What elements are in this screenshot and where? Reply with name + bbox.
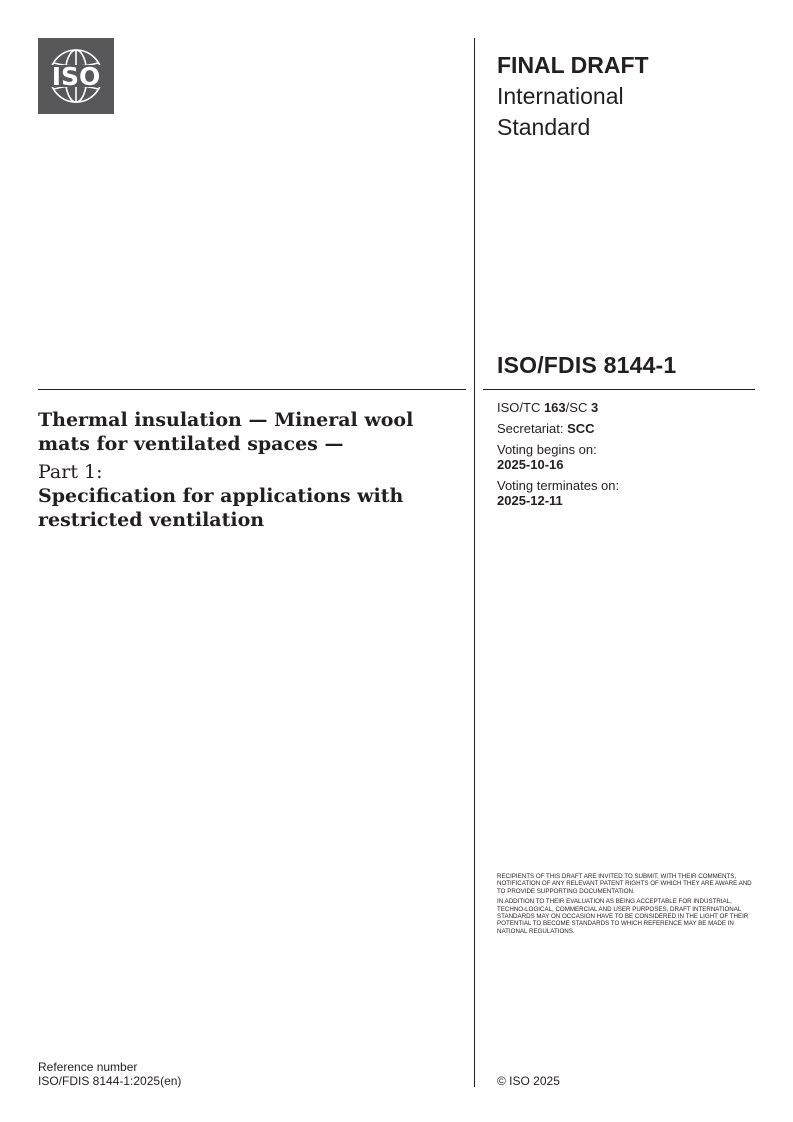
reference-label: Reference number	[38, 1060, 138, 1074]
part-title: Specification for applications with restricted ventilation	[38, 485, 404, 531]
draft-notice	[497, 873, 755, 938]
committee-prefix: ISO/TC	[497, 400, 544, 415]
secretariat-value: SCC	[567, 421, 595, 436]
sc-number: 3	[590, 400, 599, 415]
title-block	[38, 408, 458, 532]
part-label: Part 1:	[38, 461, 103, 483]
sc-prefix: /SC	[565, 400, 591, 415]
copyright: © ISO 2025	[497, 1074, 560, 1088]
globe-icon	[38, 38, 114, 114]
tc-number: 163	[543, 400, 566, 415]
voting-begins-label: Voting begins on:	[497, 442, 597, 457]
doc-type-line-2: International	[497, 83, 624, 109]
secretariat-row	[497, 421, 757, 436]
voting-terminates-value: 2025-12-11	[497, 493, 563, 508]
document-number: ISO/FDIS 8144-1	[497, 352, 677, 378]
voting-terminates-row	[497, 478, 757, 508]
reference-value: ISO/FDIS 8144-1:2025(en)	[38, 1074, 182, 1088]
vertical-divider	[474, 38, 475, 1087]
horizontal-divider-left	[38, 389, 466, 390]
notice-paragraph-2: IN ADDITION TO THEIR EVALUATION AS BEING ACCEPTABLE FOR INDUSTRIAL, TECHNO-LOGICAL, COMMERCIAL AND USER PURPOSES, DRAFT INTERNATIONAL STANDARDS MAY ON OCCASION HAVE TO BE CONSIDERED IN THE LIGHT OF THEIR POTENTIAL TO BECOME STANDARDS TO WHICH REFERENCE MAY BE MADE IN NATIONAL REGULATIONS.	[497, 898, 749, 935]
document-type	[497, 50, 757, 143]
reference-number	[38, 1060, 181, 1088]
main-title: Thermal insulation — Mineral wool mats for ventilated spaces —	[38, 409, 414, 455]
horizontal-divider-right	[483, 389, 755, 390]
voting-begins-value: 2025-10-16	[497, 457, 564, 472]
notice-paragraph-1: RECIPIENTS OF THIS DRAFT ARE INVITED TO SUBMIT, WITH THEIR COMMENTS, NOTIFICATION OF ANY RELEVANT PATENT RIGHTS OF WHICH THEY ARE AWARE AND TO PROVIDE SUPPORTING DOCUMENTATION.	[497, 873, 752, 895]
doc-type-line-1: FINAL DRAFT	[497, 52, 649, 78]
committee-row	[497, 400, 757, 415]
iso-logo	[38, 38, 114, 114]
secretariat-label: Secretariat:	[497, 421, 568, 436]
logo-text: ISO	[51, 62, 101, 91]
document-metadata	[497, 400, 757, 514]
voting-terminates-label: Voting terminates on:	[497, 478, 620, 493]
doc-type-line-3: Standard	[497, 114, 591, 140]
voting-begins-row	[497, 442, 757, 472]
